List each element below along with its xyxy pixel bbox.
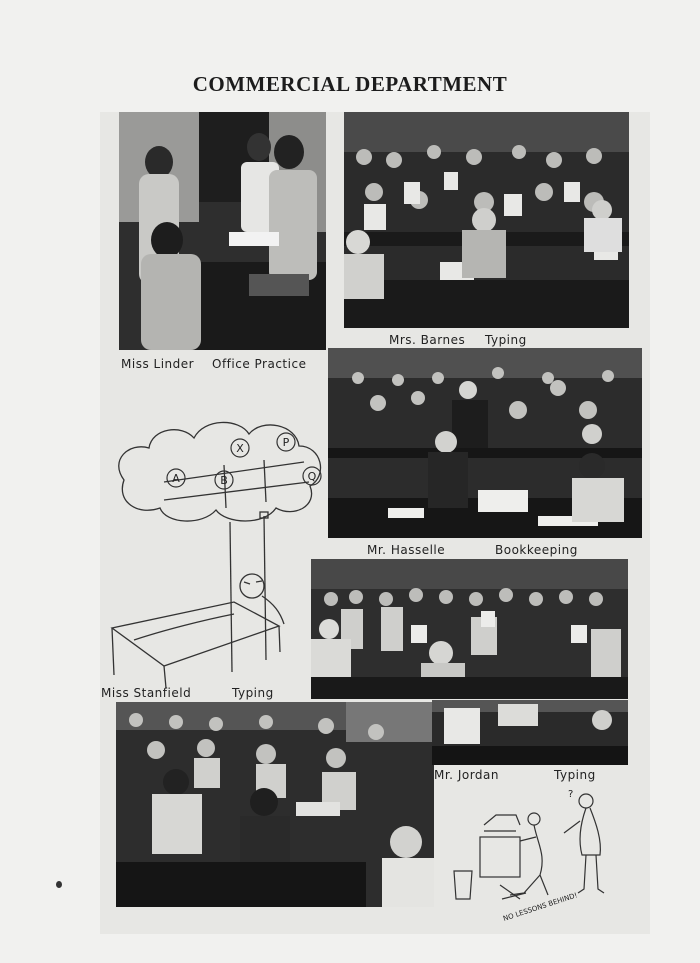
balloon-letter: A: [172, 472, 180, 485]
photo-jordan-typing: [116, 702, 434, 907]
caption-teacher: Mrs. Barnes: [389, 333, 466, 347]
caption-subject: Office Practice: [212, 357, 307, 371]
caption-subject: Typing: [232, 686, 274, 700]
caption-teacher: Miss Stanfield: [101, 686, 192, 700]
caption-teacher: Mr. Hasselle: [367, 543, 446, 557]
balloon-letter: Q: [307, 470, 317, 483]
caption-teacher: Miss Linder: [121, 357, 195, 371]
sign-text: NO LESSONS BEHIND!: [502, 891, 579, 923]
caption-teacher: Mr. Jordan: [434, 768, 499, 782]
svg-text:?: ?: [568, 789, 574, 800]
caption-subject: Bookkeeping: [495, 543, 578, 557]
photo-office-practice: [119, 112, 326, 350]
ink-smudge: [56, 881, 62, 888]
photo-typists-right: [432, 700, 628, 765]
photo-barnes-typing: [344, 112, 629, 328]
photo-hasselle-bookkeeping: [328, 348, 642, 538]
photo-stanfield-typing: [311, 559, 628, 699]
sleeping-student-drawing: [104, 390, 330, 690]
balloon-letter: X: [236, 442, 244, 455]
typist-cartoon-drawing: [440, 785, 630, 930]
caption-subject: Typing: [485, 333, 527, 347]
balloon-letter: P: [282, 436, 290, 449]
caption-subject: Typing: [554, 768, 596, 782]
page-title: COMMERCIAL DEPARTMENT: [192, 72, 508, 96]
balloon-letter: B: [220, 474, 228, 487]
